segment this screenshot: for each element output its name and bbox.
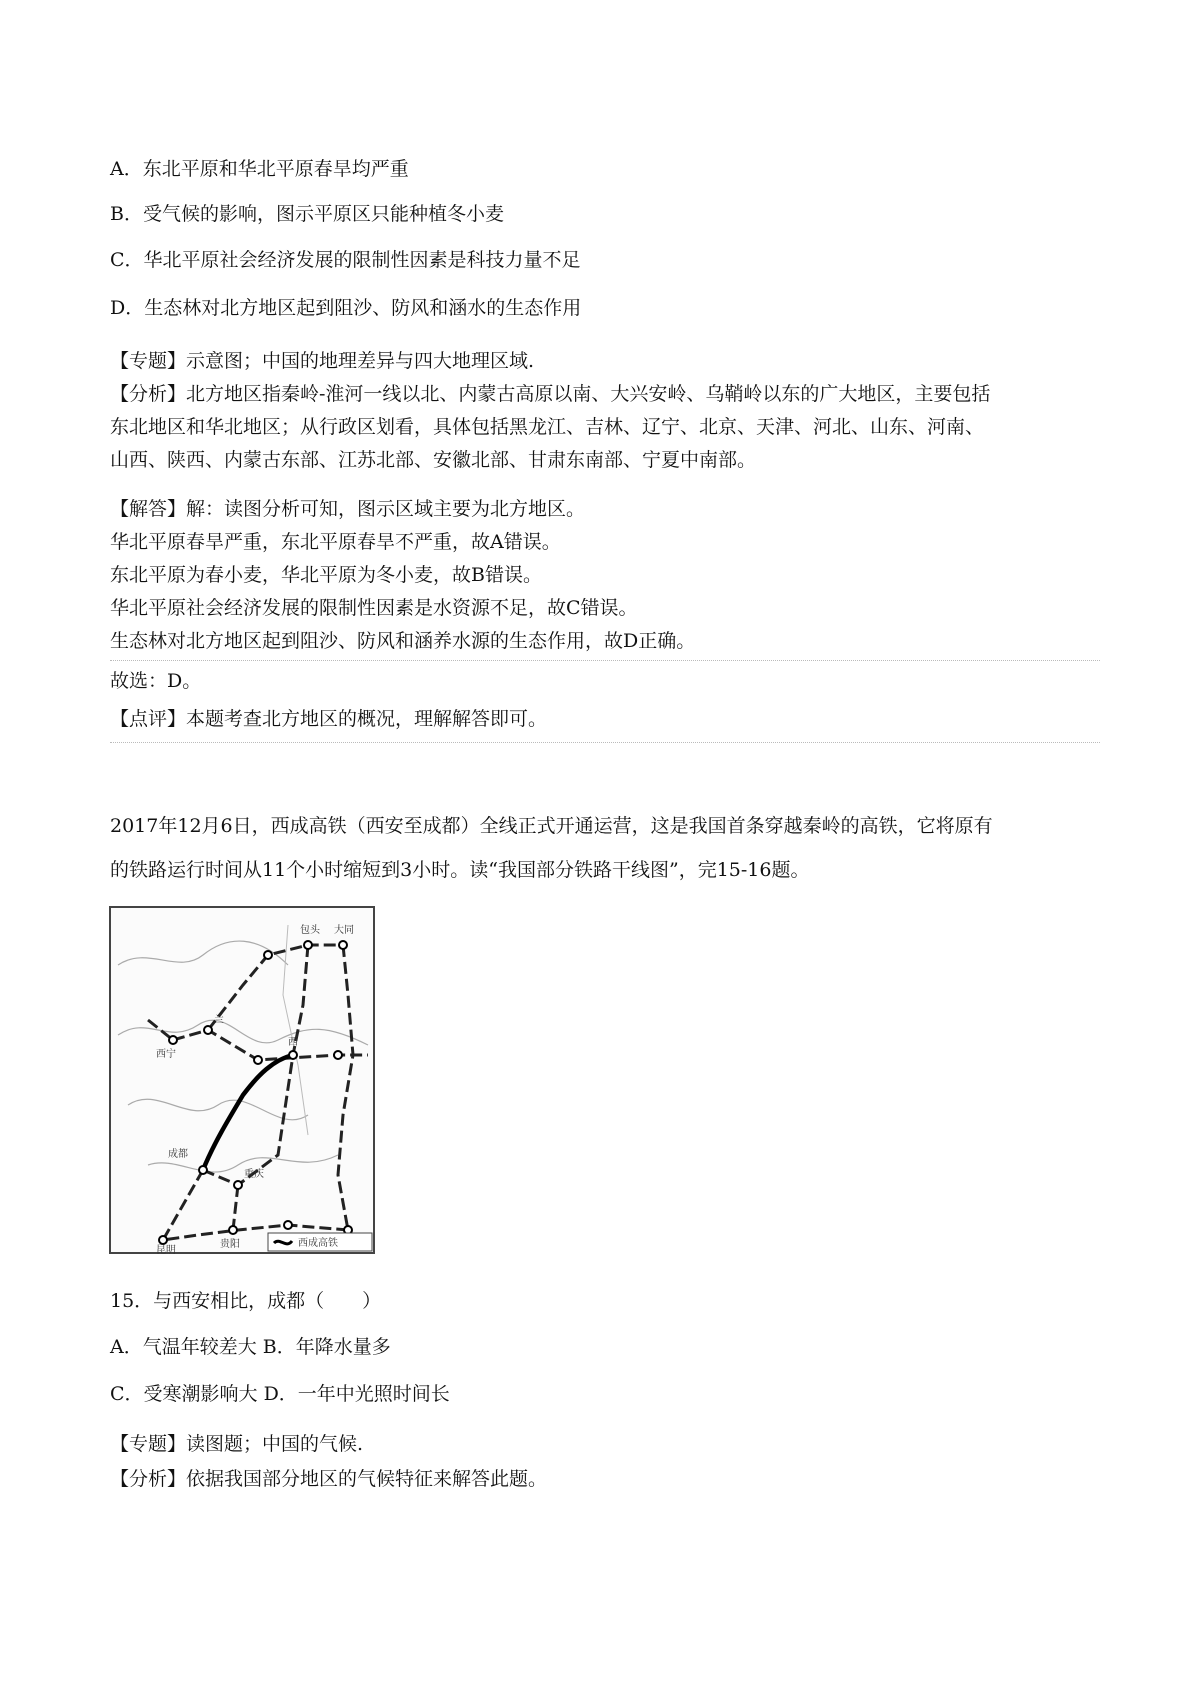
answer-line: 华北平原社会经济发展的限制性因素是水资源不足，故C错误。	[110, 597, 638, 619]
city-label: 昆明	[156, 1245, 176, 1255]
city-label: 大同	[334, 925, 354, 936]
railway-map-svg	[108, 905, 376, 1255]
q15-stem: 15．与西安相比，成都（ ）	[110, 1290, 382, 1312]
comment-line: 【点评】本题考查北方地区的概况，理解解答即可。	[110, 708, 548, 730]
city-node	[284, 1221, 292, 1229]
divider	[110, 660, 1100, 661]
city-node	[289, 1051, 297, 1059]
city-label: 兰	[214, 1015, 224, 1026]
city-label: 贵阳	[220, 1239, 240, 1250]
analysis-line: 东北地区和华北地区；从行政区划看，具体包括黑龙江、吉林、辽宁、北京、天津、河北、山东、河南、	[110, 416, 985, 438]
answer-line: 故选：D。	[110, 670, 202, 692]
city-node	[334, 1051, 342, 1059]
q15-topic: 【专题】读图题；中国的气候.	[110, 1433, 364, 1455]
answer-line: 东北平原为春小麦，华北平原为冬小麦，故B错误。	[110, 564, 542, 586]
option-b: B．受气候的影响，图示平原区只能种植冬小麦	[110, 203, 504, 225]
city-label: 西宁	[156, 1049, 176, 1060]
answer-line: 【解答】解：读图分析可知，图示区域主要为北方地区。	[110, 498, 586, 520]
q15-analysis: 【分析】依据我国部分地区的气候特征来解答此题。	[110, 1468, 548, 1490]
city-node	[264, 951, 272, 959]
city-node	[339, 941, 347, 949]
city-node	[234, 1181, 242, 1189]
topic-line: 【专题】示意图；中国的地理差异与四大地理区域.	[110, 350, 535, 372]
city-node	[199, 1166, 207, 1174]
analysis-line: 山西、陕西、内蒙古东部、江苏北部、安徽北部、甘肃东南部、宁夏中南部。	[110, 449, 757, 471]
city-node	[254, 1056, 262, 1064]
city-node	[159, 1236, 167, 1244]
q15-options-line: A．气温年较差大 B．年降水量多	[110, 1336, 391, 1358]
option-d: D．生态林对北方地区起到阻沙、防风和涵水的生态作用	[110, 297, 582, 319]
city-label: 成都	[168, 1149, 188, 1160]
city-node	[304, 941, 312, 949]
railway-map	[108, 905, 376, 1255]
city-label: 西	[288, 1037, 298, 1048]
legend-label: 西成高铁	[298, 1238, 338, 1249]
answer-line: 生态林对北方地区起到阻沙、防风和涵养水源的生态作用，故D正确。	[110, 630, 696, 652]
city-node	[229, 1226, 237, 1234]
city-label: 重庆	[244, 1169, 264, 1180]
map-frame	[110, 907, 374, 1253]
intro-line: 2017年12月6日，西成高铁（西安至成都）全线正式开通运营，这是我国首条穿越秦岭的高铁，它将原有	[110, 815, 993, 837]
city-node	[169, 1036, 177, 1044]
option-c: C．华北平原社会经济发展的限制性因素是科技力量不足	[110, 249, 581, 271]
city-label: 包头	[300, 925, 320, 936]
analysis-line: 【分析】北方地区指秦岭-淮河一线以北、内蒙古高原以南、大兴安岭、乌鞘岭以东的广大地区，主要包括	[110, 383, 991, 405]
answer-line: 华北平原春旱严重，东北平原春旱不严重，故A错误。	[110, 531, 561, 553]
q15-options-line: C．受寒潮影响大 D．一年中光照时间长	[110, 1383, 450, 1405]
city-node	[204, 1026, 212, 1034]
intro-line: 的铁路运行时间从11个小时缩短到3小时。读“我国部分铁路干线图”，完15-16题。	[110, 859, 810, 881]
divider	[110, 742, 1100, 743]
option-a: A．东北平原和华北平原春旱均严重	[110, 158, 409, 180]
